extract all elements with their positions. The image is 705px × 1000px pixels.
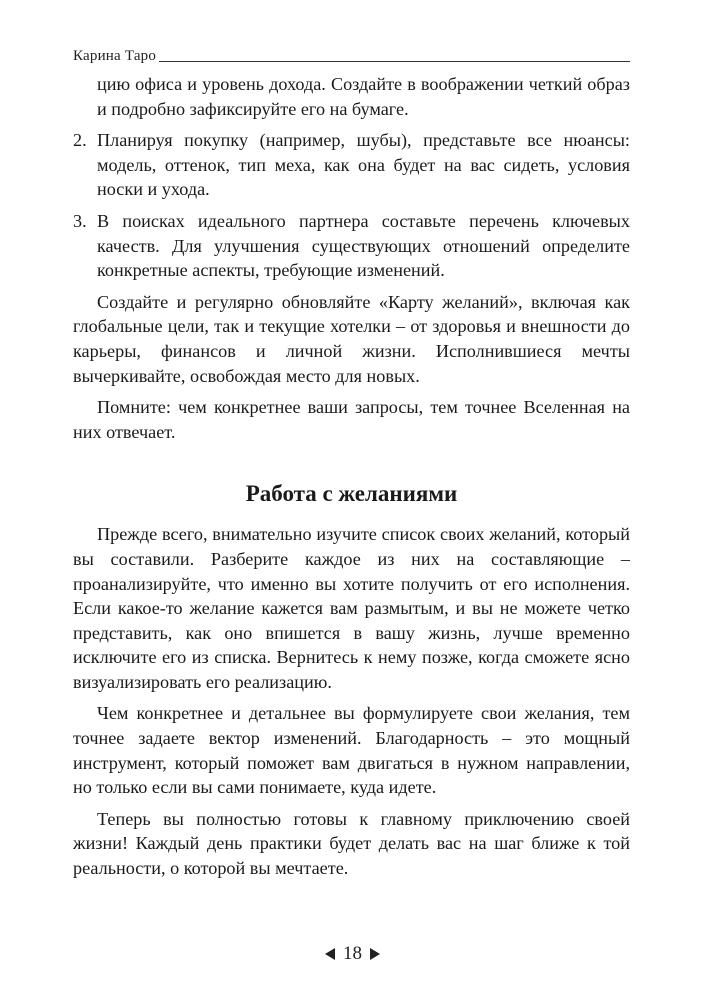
paragraph: Теперь вы полностью готовы к главному приключению своей жизни! Каждый день практики будет делать вас на шаг ближе к той реальности, о которой вы мечтаете. (73, 808, 630, 879)
page-footer (0, 943, 705, 965)
running-header (73, 44, 630, 64)
paragraph: Чем конкретнее и детальнее вы формулируете свои желания, тем точнее задаете вектор изменений. Благодарность – это мощный инструмент, который поможет вам двигаться в нужном направлении, но только если вы сами понимаете, куда идете. (73, 703, 630, 798)
paragraph: Прежде всего, внимательно изучите список своих желаний, который вы составили. Разберите каждое из них на составляющие – проанализируйте, что именно вы хотите получить от его исполнения. Если какое-то желание кажется вам размытым, и вы не можете четко представить, как оно впишется в вашу жизнь, лучше временно исключите его из списка. Вернитесь к нему позже, когда сможете ясно визуализировать его реализацию. (73, 524, 630, 692)
triangle-right-icon (370, 948, 380, 960)
paragraph: Помните: чем конкретнее ваши запросы, тем точнее Вселенная на них отвечает. (73, 397, 630, 442)
page-content (73, 72, 630, 888)
paragraph: Создайте и регулярно обновляйте «Карту желаний», включая как глобальные цели, так и текущие хотелки – от здоровья и внешности до карьеры, финансов и личной жизни. Исполнившиеся мечты вычеркивайте, освобождая место для новых. (73, 291, 630, 386)
list-text: Планируя покупку (например, шубы), представьте все нюансы: модель, оттенок, тип меха, как она будет на вас сидеть, условия носки и ухода. (97, 130, 630, 200)
list-number: 3. (73, 210, 87, 231)
list-item (73, 209, 630, 283)
section-heading: Работа с желаниями (245, 481, 458, 507)
continuation-paragraph: цию офиса и уровень дохода. Создайте в воображении четкий образ и подробно зафиксируйте его на бумаге. (97, 74, 630, 119)
header-author: Карина Таро (73, 48, 157, 64)
triangle-left-icon (325, 948, 335, 960)
page-number: 18 (343, 943, 362, 964)
header-rule (159, 61, 630, 62)
list-text: В поисках идеального партнера составьте перечень ключевых качеств. Для улучшения существующих отношений определите конкретные аспекты, требующие изменений. (97, 210, 630, 281)
list-item (73, 128, 630, 202)
list-number: 2. (73, 130, 87, 151)
